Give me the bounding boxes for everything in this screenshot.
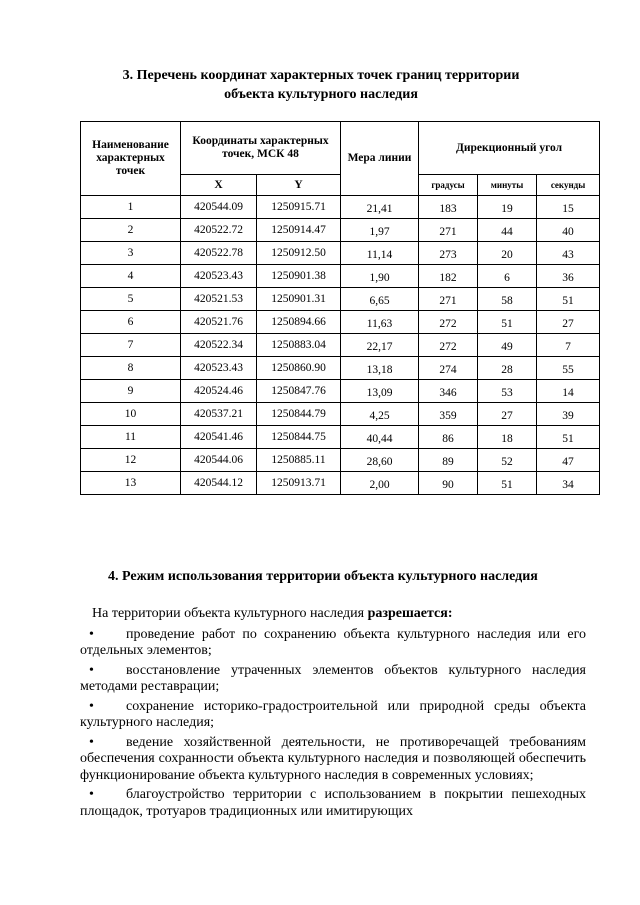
cell-angle-seconds: 39: [537, 403, 600, 426]
cell-angle-degrees: 271: [419, 288, 478, 311]
list-item-text: проведение работ по сохранению объекта культурного наследия или его отдельных элементов;: [80, 626, 586, 658]
cell-coord-x: 420521.76: [181, 311, 257, 334]
cell-point-number: 4: [81, 265, 181, 288]
cell-angle-minutes: 53: [478, 380, 537, 403]
bullet-icon: •: [89, 698, 94, 714]
section-4-content: [80, 606, 586, 820]
cell-angle-degrees: 183: [419, 196, 478, 219]
table-row: [81, 426, 600, 449]
cell-coord-x: 420544.12: [181, 472, 257, 495]
cell-angle-seconds: 51: [537, 288, 600, 311]
table-row: [81, 403, 600, 426]
cell-angle-minutes: 6: [478, 265, 537, 288]
cell-angle-degrees: 272: [419, 334, 478, 357]
list-item: [80, 699, 586, 732]
section-4-lead: [80, 606, 586, 623]
cell-angle-degrees: 274: [419, 357, 478, 380]
cell-angle-minutes: 27: [478, 403, 537, 426]
cell-point-number: 6: [81, 311, 181, 334]
cell-angle-seconds: 15: [537, 196, 600, 219]
cell-coord-y: 1250885.11: [257, 449, 341, 472]
cell-angle-seconds: 55: [537, 357, 600, 380]
cell-coord-y: 1250894.66: [257, 311, 341, 334]
cell-coord-y: 1250844.79: [257, 403, 341, 426]
cell-angle-degrees: 272: [419, 311, 478, 334]
cell-point-number: 9: [81, 380, 181, 403]
cell-line-measure: 2,00: [341, 472, 419, 495]
bullet-icon: •: [89, 626, 94, 642]
cell-line-measure: 40,44: [341, 426, 419, 449]
cell-coord-y: 1250860.90: [257, 357, 341, 380]
cell-angle-seconds: 43: [537, 242, 600, 265]
cell-line-measure: 28,60: [341, 449, 419, 472]
cell-line-measure: 1,90: [341, 265, 419, 288]
table-row: [81, 334, 600, 357]
section-4-heading: 4. Режим использования территории объекта культурного наследия: [108, 569, 538, 584]
cell-coord-y: 1250883.04: [257, 334, 341, 357]
header-y: Y: [257, 175, 341, 196]
cell-angle-minutes: 58: [478, 288, 537, 311]
cell-point-number: 12: [81, 449, 181, 472]
coordinates-table-body: [81, 196, 600, 495]
cell-angle-degrees: 271: [419, 219, 478, 242]
cell-coord-x: 420522.72: [181, 219, 257, 242]
cell-coord-x: 420544.09: [181, 196, 257, 219]
cell-angle-degrees: 86: [419, 426, 478, 449]
list-item: [80, 663, 586, 696]
cell-point-number: 11: [81, 426, 181, 449]
header-seconds: секунды: [537, 175, 600, 196]
cell-angle-seconds: 40: [537, 219, 600, 242]
cell-coord-x: 420522.78: [181, 242, 257, 265]
lead-bold-text: разрешается:: [367, 606, 453, 621]
cell-coord-x: 420523.43: [181, 265, 257, 288]
cell-coord-y: 1250901.31: [257, 288, 341, 311]
cell-line-measure: 4,25: [341, 403, 419, 426]
cell-coord-y: 1250913.71: [257, 472, 341, 495]
cell-line-measure: 11,14: [341, 242, 419, 265]
table-row: [81, 380, 600, 403]
cell-angle-minutes: 44: [478, 219, 537, 242]
cell-angle-seconds: 51: [537, 426, 600, 449]
list-item: [80, 735, 586, 785]
cell-point-number: 3: [81, 242, 181, 265]
cell-coord-x: 420523.43: [181, 357, 257, 380]
list-item-text: благоустройство территории с использованием в покрытии пешеходных площадок, тротуаров традиционных или имитирующих: [80, 787, 586, 819]
cell-angle-minutes: 18: [478, 426, 537, 449]
cell-angle-seconds: 27: [537, 311, 600, 334]
lead-text: На территории объекта культурного наследия: [92, 606, 368, 621]
cell-angle-minutes: 51: [478, 311, 537, 334]
cell-coord-x: 420537.21: [181, 403, 257, 426]
header-minutes: минуты: [478, 175, 537, 196]
cell-line-measure: 21,41: [341, 196, 419, 219]
cell-angle-degrees: 273: [419, 242, 478, 265]
cell-angle-minutes: 20: [478, 242, 537, 265]
cell-angle-seconds: 36: [537, 265, 600, 288]
allowed-activities-list: [80, 627, 586, 821]
cell-point-number: 7: [81, 334, 181, 357]
cell-angle-minutes: 49: [478, 334, 537, 357]
cell-angle-minutes: 51: [478, 472, 537, 495]
cell-line-measure: 13,18: [341, 357, 419, 380]
table-row: [81, 219, 600, 242]
cell-angle-seconds: 34: [537, 472, 600, 495]
list-item-text: восстановление утраченных элементов объектов культурного наследия методами реставрации;: [80, 662, 586, 694]
header-line-measure: Мера линии: [341, 122, 419, 196]
bullet-icon: •: [89, 662, 94, 678]
cell-coord-y: 1250912.50: [257, 242, 341, 265]
list-item: [80, 627, 586, 660]
cell-point-number: 5: [81, 288, 181, 311]
cell-coord-x: 420541.46: [181, 426, 257, 449]
header-direction-angle: Дирекционный угол: [419, 122, 600, 175]
bullet-icon: •: [89, 734, 94, 750]
list-item-text: сохранение историко-градостроительной или природной среды объекта культурного наследия;: [80, 698, 586, 730]
cell-angle-degrees: 346: [419, 380, 478, 403]
header-coordinates: Координаты характерных точек, МСК 48: [181, 122, 341, 175]
cell-coord-y: 1250914.47: [257, 219, 341, 242]
cell-coord-x: 420524.46: [181, 380, 257, 403]
cell-angle-seconds: 7: [537, 334, 600, 357]
cell-line-measure: 22,17: [341, 334, 419, 357]
cell-line-measure: 6,65: [341, 288, 419, 311]
table-row: [81, 472, 600, 495]
cell-coord-y: 1250901.38: [257, 265, 341, 288]
cell-angle-minutes: 28: [478, 357, 537, 380]
cell-angle-degrees: 359: [419, 403, 478, 426]
cell-angle-seconds: 14: [537, 380, 600, 403]
table-row: [81, 311, 600, 334]
cell-coord-x: 420544.06: [181, 449, 257, 472]
cell-coord-y: 1250847.76: [257, 380, 341, 403]
heading-line-2: объекта культурного наследия: [224, 87, 418, 102]
cell-angle-seconds: 47: [537, 449, 600, 472]
cell-point-number: 8: [81, 357, 181, 380]
cell-point-number: 2: [81, 219, 181, 242]
list-item-text: ведение хозяйственной деятельности, не противоречащей требованиям обеспечения сохранности объекта культурного наследия и позволяющей обеспечить функционирование объекта культурного наследия в современных условиях;: [80, 734, 586, 783]
table-row: [81, 265, 600, 288]
cell-angle-degrees: 182: [419, 265, 478, 288]
cell-angle-minutes: 52: [478, 449, 537, 472]
cell-coord-x: 420521.53: [181, 288, 257, 311]
bullet-icon: •: [89, 787, 94, 802]
cell-coord-y: 1250844.75: [257, 426, 341, 449]
header-point-name: Наименование характерных точек: [81, 122, 181, 196]
cell-point-number: 1: [81, 196, 181, 219]
cell-line-measure: 11,63: [341, 311, 419, 334]
cell-angle-degrees: 90: [419, 472, 478, 495]
table-row: [81, 449, 600, 472]
heading-line-1: 3. Перечень координат характерных точек границ территории: [122, 68, 520, 83]
cell-line-measure: 1,97: [341, 219, 419, 242]
table-row: [81, 288, 600, 311]
table-row: [81, 196, 600, 219]
list-item: [80, 787, 586, 820]
cell-line-measure: 13,09: [341, 380, 419, 403]
cell-coord-y: 1250915.71: [257, 196, 341, 219]
header-x: X: [181, 175, 257, 196]
table-row: [81, 242, 600, 265]
cell-angle-degrees: 89: [419, 449, 478, 472]
cell-point-number: 10: [81, 403, 181, 426]
cell-coord-x: 420522.34: [181, 334, 257, 357]
cell-angle-minutes: 19: [478, 196, 537, 219]
cell-point-number: 13: [81, 472, 181, 495]
table-row: [81, 357, 600, 380]
coordinates-table: [80, 121, 600, 495]
section-3-heading: [80, 66, 562, 104]
header-degrees: градусы: [419, 175, 478, 196]
